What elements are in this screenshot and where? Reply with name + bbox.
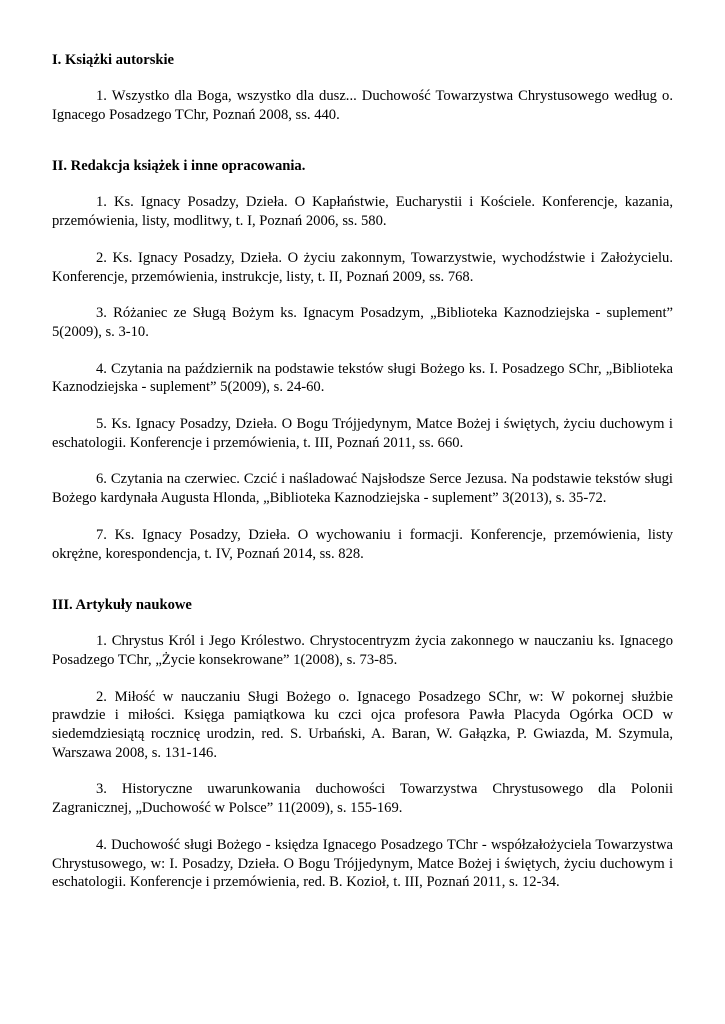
list-item: 7. Ks. Ignacy Posadzy, Dzieła. O wychowaniu i formacji. Konferencje, przemówienia, listy okrężne, korespondencja, t. IV, Poznań 2014, ss. 828. [52,526,673,562]
section-heading: I. Książki autorskie [52,52,175,68]
list-item: 1. Wszystko dla Boga, wszystko dla dusz... Duchowość Towarzystwa Chrystusowego według o. Ignacego Posadzego TChr, Poznań 2008, ss. 440. [52,88,673,123]
list-item: 1. Ks. Ignacy Posadzy, Dzieła. O Kapłaństwie, Eucharystii i Kościele. Konferencje, kazania, przemówienia, listy, modlitwy, t. I, Poznań 2006, ss. 580. [52,194,673,230]
list-item: 2. Ks. Ignacy Posadzy, Dzieła. O życiu zakonnym, Towarzystwie, wychodźstwie i Założycielu. Konferencje, przemówienia, instrukcje, listy, t. II, Poznań 2009, ss. 768. [52,249,673,285]
section-scientific-articles [52,596,673,892]
section-editorial-works [52,157,673,563]
list-item: 5. Ks. Ignacy Posadzy, Dzieła. O Bogu Trójjedynym, Matce Bożej i świętych, życiu duchowym i eschatologii. Konferencje i przemówienia, t. III, Poznań 2011, ss. 660. [52,416,673,451]
section-heading: II. Redakcja książek i inne opracowania. [52,158,306,175]
section-authored-books [52,51,673,124]
list-item: 3. Różaniec ze Sługą Bożym ks. Ignacym Posadzym, „Biblioteka Kaznodziejska - suplement” 5(2009), s. 3-10. [52,305,673,340]
section-heading: III. Artykuły naukowe [52,597,192,614]
list-item: 1. Chrystus Król i Jego Królestwo. Chrystocentryzm życia zakonnego w nauczaniu ks. Ignacego Posadzego TChr, „Życie konsekrowane” 1(2008), s. 73-85. [52,633,673,668]
list-item: 4. Czytania na październik na podstawie tekstów sługi Bożego ks. I. Posadzego SChr, „Biblioteka Kaznodziejska - suplement” 5(2009), s. 24-60. [52,360,673,396]
list-item: 2. Miłość w nauczaniu Sługi Bożego o. Ignacego Posadzego SChr, w: W pokornej służbie prawdzie i miłości. Księga pamiątkowa ku czci ojca profesora Pawła Placyda Ogórka OCD w siedemdziesiątą rocznicę urodzin, red. S. Urbański, A. Baran, W. Gałązka, P. Gwiazda, M. Szymula, Warszawa 2008, s. 131-146. [52,688,673,761]
list-item: 6. Czytania na czerwiec. Czcić i naśladować Najsłodsze Serce Jezusa. Na podstawie tekstów sługi Bożego kardynała Augusta Hlonda, „Biblioteka Kaznodziejska - suplement” 3(2013), s. 35-72. [52,471,673,507]
list-item: 4. Duchowość sługi Bożego - księdza Ignacego Posadzego TChr - współzałożyciela Towarzystwa Chrystusowego, w: I. Posadzy, Dzieła. O Bogu Trójjedynym, Matce Bożej i świętych, życiu duchowym i eschatologii. Konferencje i przemówienia, red. B. Kozioł, t. III, Poznań 2011, s. 12-34. [52,836,673,891]
list-item: 3. Historyczne uwarunkowania duchowości Towarzystwa Chrystusowego dla Polonii Zagranicznej, „Duchowość w Polsce” 11(2009), s. 155-169. [52,781,673,817]
